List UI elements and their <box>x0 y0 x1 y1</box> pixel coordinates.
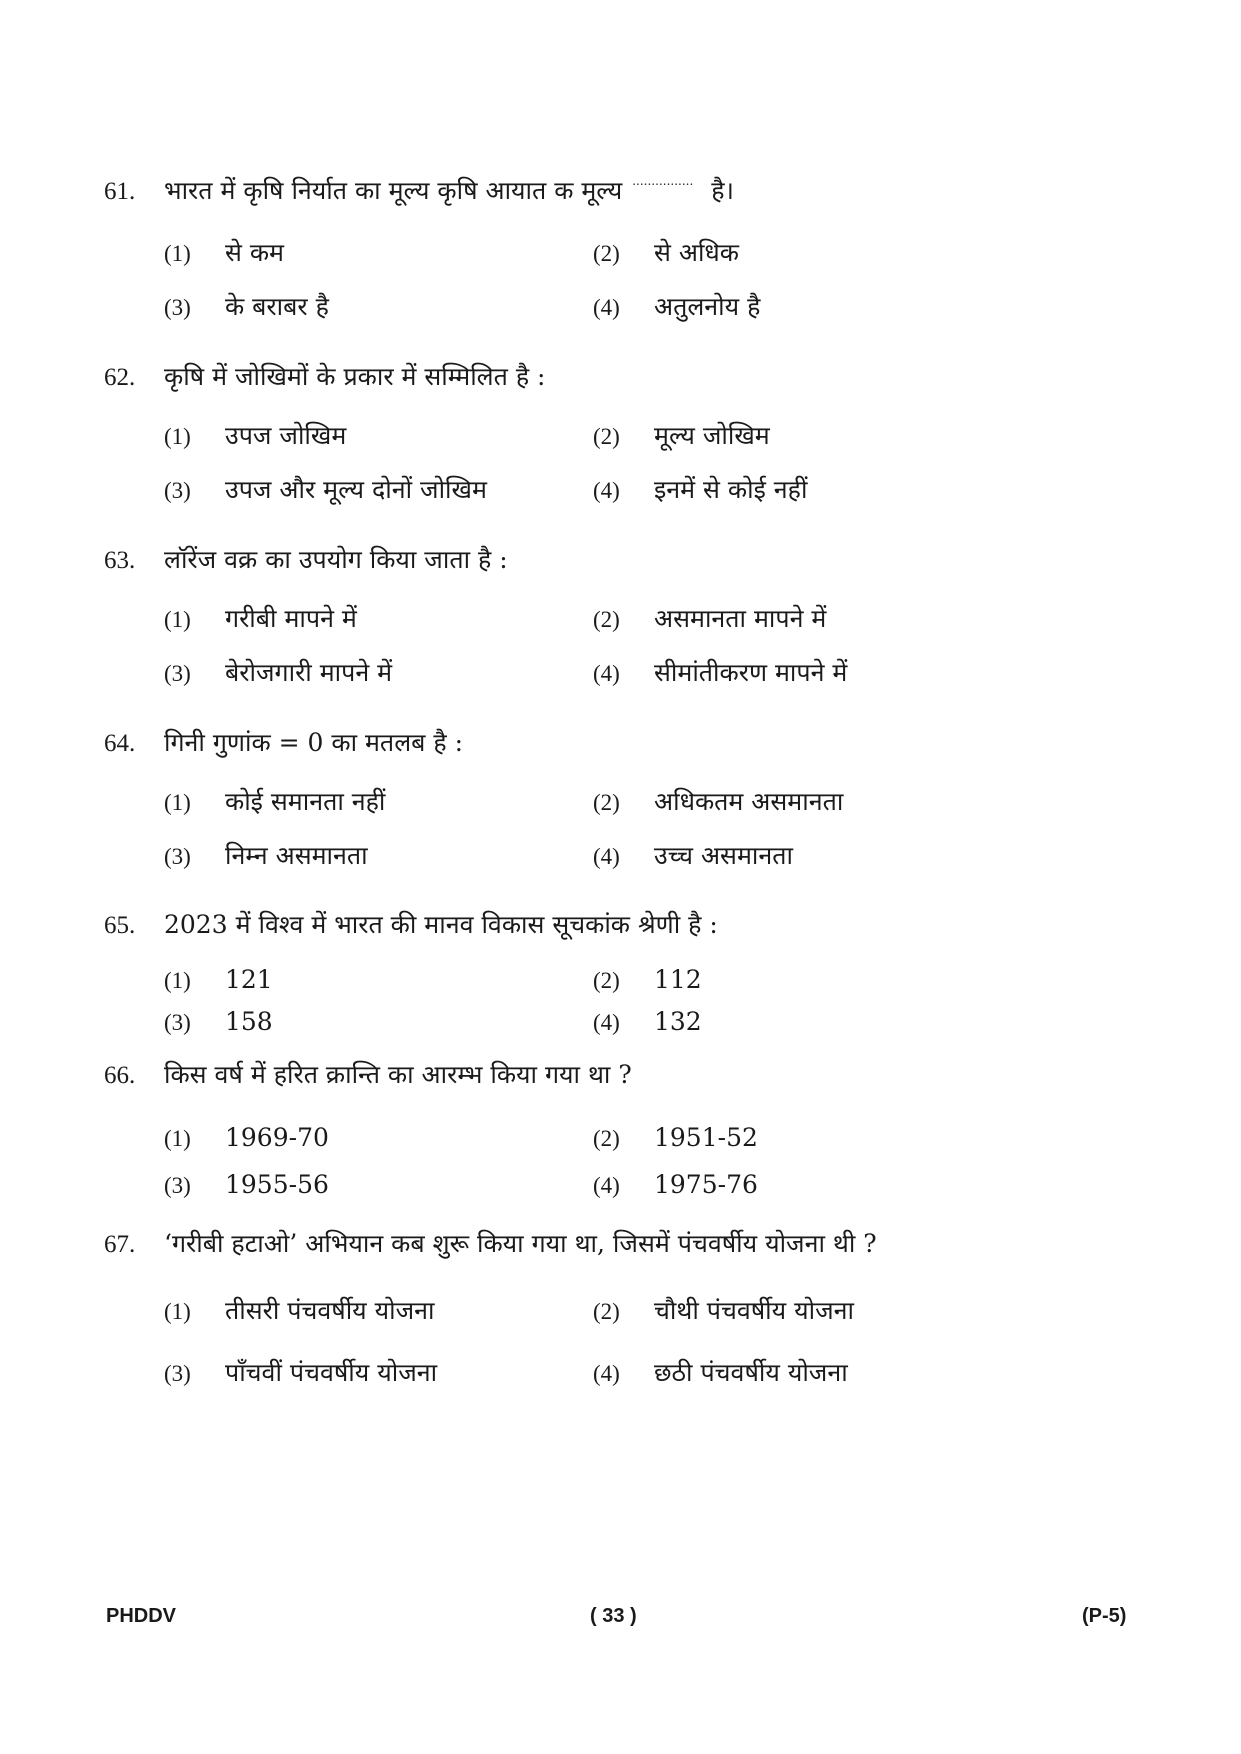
option-number: (1) <box>164 607 191 632</box>
option-number: (2) <box>593 607 620 632</box>
question-text-end: है। <box>711 176 735 205</box>
option-number: (3) <box>164 844 191 869</box>
option-number: (4) <box>593 661 620 686</box>
option-2[interactable] <box>593 1294 854 1329</box>
option-number: (4) <box>593 295 620 320</box>
option-text: छठी पंचवर्षीय योजना <box>654 1358 848 1387</box>
option-text: असमानता मापने में <box>654 604 827 633</box>
option-4[interactable] <box>593 656 847 691</box>
question-text: कृषि में जोखिमों के प्रकार में सम्मिलित है : <box>164 362 546 391</box>
option-2[interactable] <box>593 1121 758 1156</box>
option-text: बेरोजगारी मापने में <box>225 658 393 687</box>
option-1[interactable] <box>164 236 284 271</box>
question-number: 61. <box>104 178 136 205</box>
option-number: (2) <box>593 424 620 449</box>
option-1[interactable] <box>164 1294 435 1329</box>
option-number: (3) <box>164 1361 191 1386</box>
question-67 <box>104 1227 1144 1262</box>
option-text: पाँचवीं पंचवर्षीय योजना <box>225 1358 438 1387</box>
option-3[interactable] <box>164 656 392 691</box>
option-number: (4) <box>593 478 620 503</box>
question-66 <box>104 1058 1144 1093</box>
option-text: 1975-76 <box>654 1170 758 1199</box>
question-text: लॉरेंज वक्र का उपयोग किया जाता है : <box>164 545 508 574</box>
option-4[interactable] <box>593 473 807 508</box>
option-number: (2) <box>593 241 620 266</box>
option-text: उच्च असमानता <box>654 841 793 870</box>
question-text: किस वर्ष में हरित क्रान्ति का आरम्भ किया गया था ? <box>164 1060 632 1089</box>
option-number: (1) <box>164 241 191 266</box>
option-number: (3) <box>164 661 191 686</box>
option-number: (1) <box>164 968 191 993</box>
option-number: (3) <box>164 1010 191 1035</box>
option-number: (2) <box>593 1126 620 1151</box>
option-4[interactable] <box>593 290 760 325</box>
question-text: ‘गरीबी हटाओ’ अभियान कब शुरू किया गया था, जिसमें पंचवर्षीय योजना थी ? <box>164 1229 877 1258</box>
option-2[interactable] <box>593 785 843 820</box>
option-number: (3) <box>164 1173 191 1198</box>
question-number: 65. <box>104 912 136 939</box>
option-3[interactable] <box>164 1005 273 1040</box>
option-number: (4) <box>593 1173 620 1198</box>
option-1[interactable] <box>164 602 357 637</box>
answer-blank: ................ <box>632 174 694 188</box>
option-text: कोई समानता नहीं <box>225 787 386 816</box>
option-3[interactable] <box>164 1356 437 1391</box>
question-63 <box>104 543 1144 578</box>
option-number: (2) <box>593 790 620 815</box>
option-text: गरीबी मापने में <box>225 604 357 633</box>
option-4[interactable] <box>593 1356 848 1391</box>
option-number: (4) <box>593 1010 620 1035</box>
footer-paper-code: PHDDV <box>106 1605 177 1627</box>
option-3[interactable] <box>164 290 329 325</box>
option-text: सीमांतीकरण मापने में <box>654 658 848 687</box>
option-1[interactable] <box>164 419 346 454</box>
option-2[interactable] <box>593 236 739 271</box>
option-text: 158 <box>225 1007 273 1036</box>
option-text: से अधिक <box>654 238 739 267</box>
option-3[interactable] <box>164 473 487 508</box>
option-text: से कम <box>225 238 284 267</box>
option-text: मूल्य जोखिम <box>654 421 770 450</box>
option-text: अतुलनोय है <box>654 292 761 321</box>
option-2[interactable] <box>593 963 702 998</box>
option-number: (1) <box>164 790 191 815</box>
question-number: 63. <box>104 547 136 574</box>
question-61 <box>104 174 1144 212</box>
option-1[interactable] <box>164 785 385 820</box>
footer-set-code: (P-5) <box>1082 1605 1127 1627</box>
question-number: 66. <box>104 1062 136 1089</box>
option-4[interactable] <box>593 1005 702 1040</box>
question-text: 2023 में विश्व में भारत की मानव विकास सूचकांक श्रेणी है : <box>164 910 718 939</box>
option-text: चौथी पंचवर्षीय योजना <box>654 1296 854 1325</box>
option-text: 1955-56 <box>225 1170 329 1199</box>
option-number: (4) <box>593 1361 620 1386</box>
option-text: अधिकतम असमानता <box>654 787 844 816</box>
option-number: (1) <box>164 424 191 449</box>
option-3[interactable] <box>164 1168 329 1203</box>
option-number: (3) <box>164 478 191 503</box>
option-text: निम्न असमानता <box>225 841 368 870</box>
option-text: उपज जोखिम <box>225 421 347 450</box>
option-text: 121 <box>225 965 273 994</box>
option-1[interactable] <box>164 1121 329 1156</box>
option-number: (4) <box>593 844 620 869</box>
question-62 <box>104 360 1144 395</box>
option-3[interactable] <box>164 839 368 874</box>
option-1[interactable] <box>164 963 273 998</box>
option-4[interactable] <box>593 1168 758 1203</box>
option-text: 1951-52 <box>654 1123 758 1152</box>
option-text: 1969-70 <box>225 1123 329 1152</box>
option-text: 112 <box>654 965 702 994</box>
option-text: उपज और मूल्य दोनों जोखिम <box>225 475 487 504</box>
option-number: (1) <box>164 1126 191 1151</box>
footer-page-number: ( 33 ) <box>590 1605 637 1627</box>
option-2[interactable] <box>593 419 770 454</box>
option-text: तीसरी पंचवर्षीय योजना <box>225 1296 435 1325</box>
question-number: 62. <box>104 364 136 391</box>
option-text: 132 <box>654 1007 702 1036</box>
question-number: 64. <box>104 730 136 757</box>
question-number: 67. <box>104 1231 136 1258</box>
question-65 <box>104 908 1144 943</box>
option-number: (2) <box>593 968 620 993</box>
option-number: (2) <box>593 1299 620 1324</box>
question-text: गिनी गुणांक = 0 का मतलब है : <box>164 728 464 757</box>
option-number: (3) <box>164 295 191 320</box>
option-2[interactable] <box>593 602 826 637</box>
option-text: इनमें से कोई नहीं <box>654 475 808 504</box>
option-number: (1) <box>164 1299 191 1324</box>
option-4[interactable] <box>593 839 793 874</box>
option-text: के बराबर है <box>225 292 329 321</box>
question-text: भारत में कृषि निर्यात का मूल्य कृषि आयात क मूल्य <box>164 176 623 205</box>
question-64 <box>104 726 1144 761</box>
